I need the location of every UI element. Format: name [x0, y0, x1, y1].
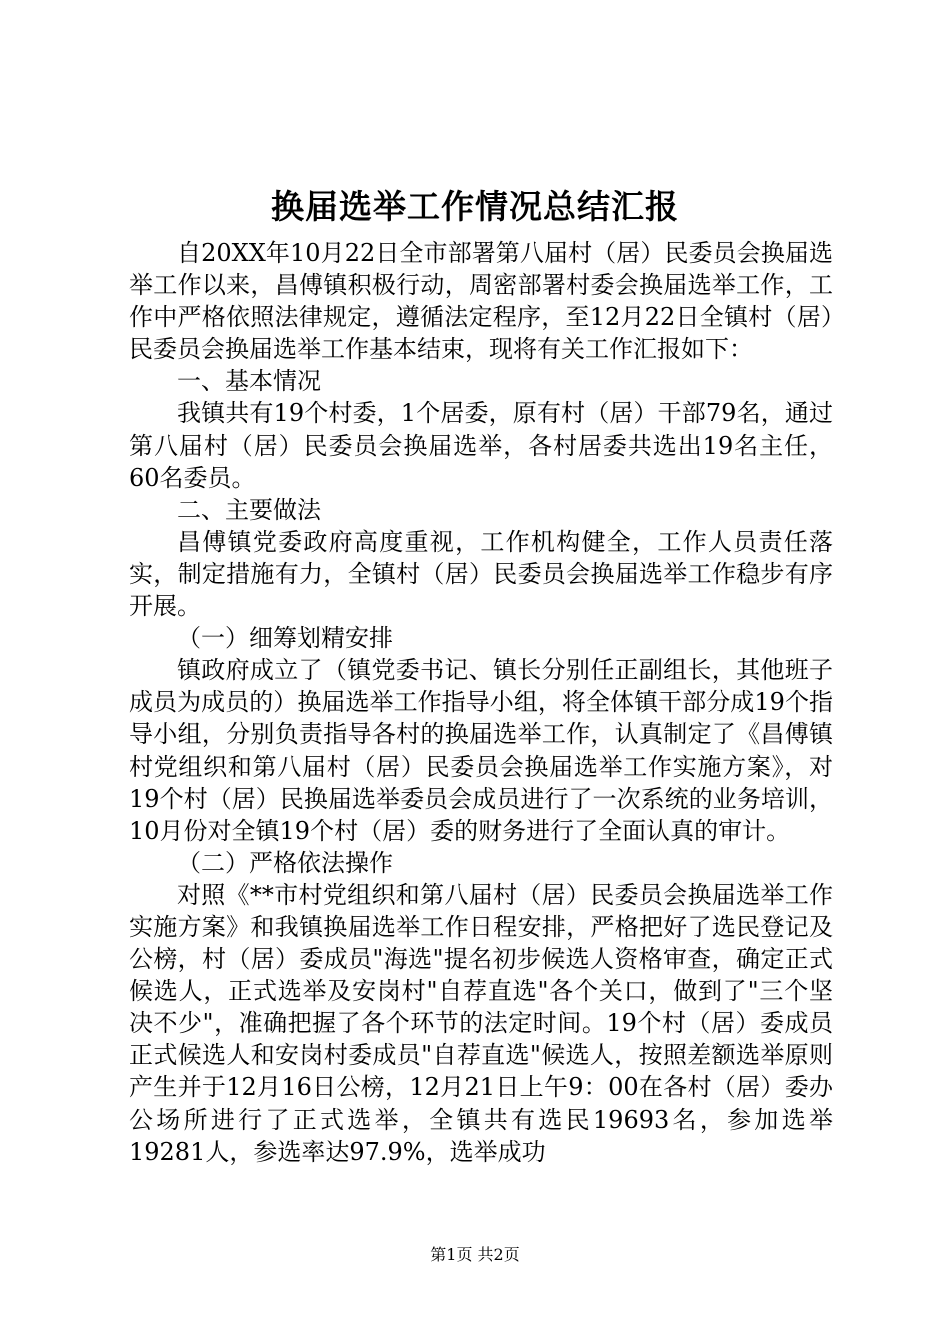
basic-paragraph: 我镇共有19个村委，1个居委，原有村（居）干部79名，通过第八届村（居）民委员会换届选举，各村居委共选出19名主任，60名委员。: [129, 399, 833, 492]
legal-paragraph: 对照《**市村党组织和第八届村（居）民委员会换届选举工作实施方案》和我镇换届选举工作日程安排，严格把好了选民登记及公榜，村（居）委成员"海选"提名初步候选人资格审查，确定正式候选人，正式选举及安岗村"自荐直选"各个关口，做到了"三个坚决不少"，准确把握了各个环节的法定时间。19个村（居）委成员正式候选人和安岗村委成员"自荐直选"候选人，按照差额选举原则产生并于12月16日公榜，12月21日上午9：00在各村（居）委办公场所进行了正式选举，全镇共有选民19693名，参加选举19281人，参选率达97.9%，选举成功: [129, 880, 833, 1166]
planning-paragraph: 镇政府成立了（镇党委书记、镇长分别任正副组长，其他班子成员为成员的）换届选举工作指导小组，将全体镇干部分成19个指导小组，分别负责指导各村的换届选举工作，认真制定了《昌傅镇村党组织和第八届村（居）民委员会换届选举工作实施方案》，对19个村（居）民换届选举委员会成员进行了一次系统的业务培训，10月份对全镇19个村（居）委的财务进行了全面认真的审计。: [129, 656, 833, 845]
section-heading-methods: 二、主要做法: [177, 495, 321, 524]
intro-paragraph: 自20XX年10月22日全市部署第八届村（居）民委员会换届选举工作以来，昌傅镇积极行动，周密部署村委会换届选举工作，工作中严格依照法律规定，遵循法定程序，至12月22日全镇村（居）民委员会换届选举工作基本结束，现将有关工作汇报如下：: [129, 239, 833, 364]
subsection-heading-legal: （二）严格依法操作: [177, 848, 393, 877]
page-title: 换届选举工作情况总结汇报: [271, 187, 679, 226]
page-number: 第1页 共2页: [430, 1245, 520, 1264]
subsection-heading-planning: （一）细筹划精安排: [177, 624, 393, 653]
document-body: [129, 237, 833, 1168]
section-heading-basic: 一、基本情况: [177, 367, 321, 396]
methods-paragraph: 昌傅镇党委政府高度重视，工作机构健全，工作人员责任落实，制定措施有力，全镇村（居）民委员会换届选举工作稳步有序开展。: [129, 527, 833, 621]
